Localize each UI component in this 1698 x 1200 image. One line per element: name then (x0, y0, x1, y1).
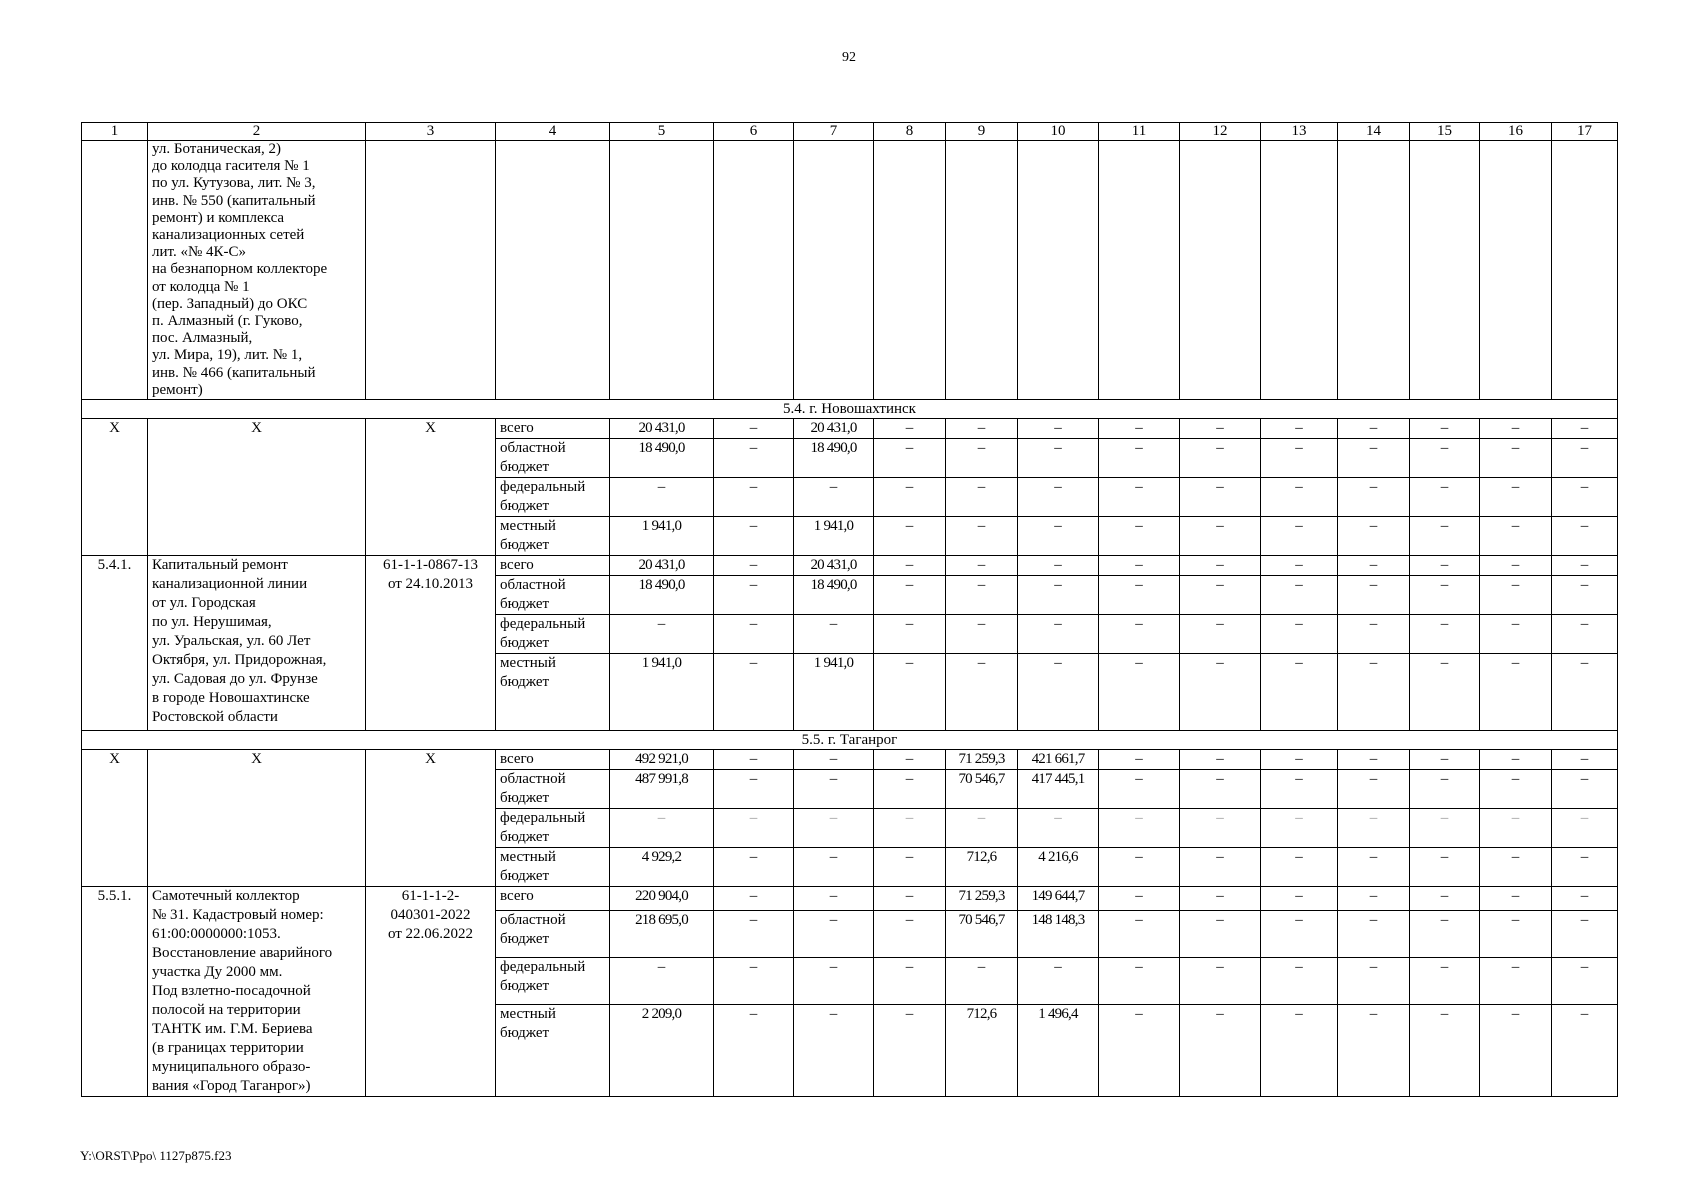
empty-value-dash: – (714, 556, 794, 576)
empty-value-dash: – (1180, 770, 1261, 809)
amount-value: 1 941,0 (794, 517, 874, 556)
empty-value-dash: – (1552, 654, 1618, 731)
cell-empty (794, 141, 874, 400)
empty-value-dash: – (1261, 556, 1338, 576)
column-number-header: 9 (946, 123, 1018, 141)
empty-value-dash: – (874, 517, 946, 556)
empty-value-dash: – (1099, 911, 1180, 958)
empty-value-dash: – (1552, 615, 1618, 654)
cell-empty (1018, 141, 1099, 400)
empty-value-dash: – (1099, 576, 1180, 615)
empty-value-dash: – (946, 556, 1018, 576)
empty-value-dash: – (1480, 517, 1552, 556)
amount-value: 487 991,8 (610, 770, 714, 809)
empty-value-dash: – (1552, 1004, 1618, 1096)
column-number-header: 4 (496, 123, 610, 141)
amount-value: 2 209,0 (610, 1004, 714, 1096)
empty-value-dash: – (946, 654, 1018, 731)
funding-source-label: местный бюджет (496, 1004, 610, 1096)
empty-value-dash: – (1099, 957, 1180, 1004)
amount-value: 149 644,7 (1018, 887, 1099, 911)
object-name: Капитальный ремонт канализационной линии от ул. Городская по ул. Нерушимая, ул. Уральская, ул. 60 Лет Октября, ул. Придорожная, ул. Садовая до ул. Фрунзе в городе Новошахтинске Ростовской области (148, 556, 366, 731)
empty-value-dash: – (1018, 478, 1099, 517)
funding-source-label: областной бюджет (496, 911, 610, 958)
column-number-header: 3 (366, 123, 496, 141)
section-title: 5.4. г. Новошахтинск (82, 400, 1618, 419)
empty-value-dash: – (1552, 887, 1618, 911)
project-document: 61-1-1-2- 040301-2022 от 22.06.2022 (366, 887, 496, 1097)
empty-value-dash: – (1099, 654, 1180, 731)
empty-value-dash: – (714, 887, 794, 911)
empty-value-dash: – (1552, 770, 1618, 809)
empty-value-dash: – (1552, 439, 1618, 478)
empty-value-dash: – (1552, 911, 1618, 958)
empty-value-dash: – (794, 1004, 874, 1096)
empty-value-dash: – (1410, 848, 1480, 887)
empty-value-dash: – (1261, 1004, 1338, 1096)
empty-value-dash: – (1338, 478, 1410, 517)
object-name-continued: ул. Ботаническая, 2) до колодца гасителя № 1 по ул. Кутузова, лит. № 3, инв. № 550 (капитальный ремонт) и комплекса канализационных сетей лит. «№ 4К-С» на безнапорном коллекторе от колодца № 1 (пер. Западный) до ОКС п. Алмазный (г. Гуково, пос. Алмазный, ул. Мира, 19), лит. № 1, инв. № 466 (капитальный ремонт) (148, 141, 366, 400)
empty-value-dash: – (610, 809, 714, 848)
empty-value-dash: – (1099, 517, 1180, 556)
empty-value-dash: – (1018, 809, 1099, 848)
funding-source-label: всего (496, 750, 610, 770)
funding-source-label: всего (496, 419, 610, 439)
empty-value-dash: – (1180, 556, 1261, 576)
cell-empty (714, 141, 794, 400)
amount-value: 218 695,0 (610, 911, 714, 958)
empty-value-dash: – (1410, 419, 1480, 439)
empty-value-dash: – (1480, 1004, 1552, 1096)
empty-value-dash: – (1261, 887, 1338, 911)
amount-value: 18 490,0 (610, 439, 714, 478)
empty-value-dash: – (1180, 911, 1261, 958)
empty-value-dash: – (1338, 770, 1410, 809)
empty-value-dash: – (874, 439, 946, 478)
empty-value-dash: – (946, 439, 1018, 478)
empty-value-dash: – (714, 615, 794, 654)
empty-value-dash: – (1338, 1004, 1410, 1096)
amount-value: 18 490,0 (794, 576, 874, 615)
amount-value: 148 148,3 (1018, 911, 1099, 958)
empty-value-dash: – (794, 770, 874, 809)
empty-value-dash: – (714, 957, 794, 1004)
empty-value-dash: – (714, 809, 794, 848)
empty-value-dash: – (1099, 750, 1180, 770)
funding-source-label: федеральный бюджет (496, 809, 610, 848)
empty-value-dash: – (794, 809, 874, 848)
empty-value-dash: – (714, 770, 794, 809)
amount-value: 421 661,7 (1018, 750, 1099, 770)
empty-value-dash: – (714, 517, 794, 556)
empty-value-dash: – (1480, 419, 1552, 439)
empty-value-dash: – (946, 576, 1018, 615)
project-document: Х (366, 750, 496, 887)
empty-value-dash: – (1552, 750, 1618, 770)
funding-source-label: всего (496, 887, 610, 911)
empty-value-dash: – (1180, 419, 1261, 439)
cell-empty (1480, 141, 1552, 400)
empty-value-dash: – (1552, 478, 1618, 517)
empty-value-dash: – (1261, 957, 1338, 1004)
amount-value: 71 259,3 (946, 750, 1018, 770)
cell-empty (1180, 141, 1261, 400)
empty-value-dash: – (1099, 478, 1180, 517)
column-number-header: 2 (148, 123, 366, 141)
empty-value-dash: – (1180, 1004, 1261, 1096)
empty-value-dash: – (1480, 576, 1552, 615)
section-title: 5.5. г. Таганрог (82, 731, 1618, 750)
section-heading-row (82, 731, 1618, 750)
amount-value: 4 929,2 (610, 848, 714, 887)
empty-value-dash: – (1261, 576, 1338, 615)
empty-value-dash: – (794, 750, 874, 770)
empty-value-dash: – (874, 848, 946, 887)
empty-value-dash: – (1261, 848, 1338, 887)
amount-value: 1 941,0 (610, 654, 714, 731)
empty-value-dash: – (1099, 419, 1180, 439)
row-number: 5.4.1. (82, 556, 148, 731)
empty-value-dash: – (874, 1004, 946, 1096)
empty-value-dash: – (1180, 848, 1261, 887)
amount-value: 712,6 (946, 1004, 1018, 1096)
empty-value-dash: – (610, 478, 714, 517)
empty-value-dash: – (874, 750, 946, 770)
empty-value-dash: – (1410, 887, 1480, 911)
empty-value-dash: – (1338, 750, 1410, 770)
empty-value-dash: – (1180, 750, 1261, 770)
empty-value-dash: – (1480, 439, 1552, 478)
empty-value-dash: – (1410, 750, 1480, 770)
empty-value-dash: – (1099, 556, 1180, 576)
empty-value-dash: – (1180, 887, 1261, 911)
empty-value-dash: – (1099, 887, 1180, 911)
amount-value: 712,6 (946, 848, 1018, 887)
funding-source-label: областной бюджет (496, 576, 610, 615)
empty-value-dash: – (1338, 576, 1410, 615)
amount-value: 20 431,0 (610, 419, 714, 439)
funding-source-label: областной бюджет (496, 439, 610, 478)
funding-source-label: федеральный бюджет (496, 615, 610, 654)
empty-value-dash: – (794, 957, 874, 1004)
empty-value-dash: – (874, 770, 946, 809)
empty-value-dash: – (1261, 615, 1338, 654)
empty-value-dash: – (1480, 887, 1552, 911)
section-heading-row (82, 400, 1618, 419)
empty-value-dash: – (610, 615, 714, 654)
empty-value-dash: – (1480, 957, 1552, 1004)
footer-file-path: Y:\ORST\Ppo\ 1127p875.f23 (80, 1148, 232, 1163)
item-funding-row (82, 887, 1618, 911)
amount-value: 20 431,0 (610, 556, 714, 576)
empty-value-dash: – (1338, 887, 1410, 911)
empty-value-dash: – (1261, 654, 1338, 731)
empty-value-dash: – (1099, 615, 1180, 654)
empty-value-dash: – (1338, 654, 1410, 731)
empty-value-dash: – (1018, 615, 1099, 654)
empty-value-dash: – (1338, 556, 1410, 576)
empty-value-dash: – (946, 615, 1018, 654)
empty-value-dash: – (1552, 576, 1618, 615)
empty-value-dash: – (794, 848, 874, 887)
empty-value-dash: – (1480, 809, 1552, 848)
cell-empty (874, 141, 946, 400)
empty-value-dash: – (1338, 419, 1410, 439)
cell-empty (1410, 141, 1480, 400)
empty-value-dash: – (1338, 911, 1410, 958)
empty-value-dash: – (1099, 848, 1180, 887)
empty-value-dash: – (874, 887, 946, 911)
empty-value-dash: – (1180, 654, 1261, 731)
cell-empty (610, 141, 714, 400)
amount-value: 4 216,6 (1018, 848, 1099, 887)
empty-value-dash: – (1410, 615, 1480, 654)
funding-source-label: федеральный бюджет (496, 478, 610, 517)
empty-value-dash: – (1410, 911, 1480, 958)
empty-value-dash: – (794, 887, 874, 911)
empty-value-dash: – (1099, 809, 1180, 848)
amount-value: 417 445,1 (1018, 770, 1099, 809)
empty-value-dash: – (1018, 517, 1099, 556)
empty-value-dash: – (1480, 615, 1552, 654)
empty-value-dash: – (714, 654, 794, 731)
empty-value-dash: – (1480, 770, 1552, 809)
empty-value-dash: – (1261, 439, 1338, 478)
empty-value-dash: – (1338, 439, 1410, 478)
empty-value-dash: – (1480, 556, 1552, 576)
empty-value-dash: – (714, 439, 794, 478)
empty-value-dash: – (1410, 556, 1480, 576)
row-number: Х (82, 419, 148, 556)
empty-value-dash: – (1018, 556, 1099, 576)
project-document: 61-1-1-0867-13 от 24.10.2013 (366, 556, 496, 731)
amount-value: 18 490,0 (794, 439, 874, 478)
row-number: 5.5.1. (82, 887, 148, 1097)
column-number-header: 11 (1099, 123, 1180, 141)
empty-value-dash: – (1180, 517, 1261, 556)
empty-value-dash: – (1180, 478, 1261, 517)
funding-source-label: местный бюджет (496, 654, 610, 731)
empty-value-dash: – (1552, 556, 1618, 576)
funding-source-label: федеральный бюджет (496, 957, 610, 1004)
column-number-header: 14 (1338, 123, 1410, 141)
empty-value-dash: – (1018, 576, 1099, 615)
amount-value: 220 904,0 (610, 887, 714, 911)
empty-value-dash: – (1018, 654, 1099, 731)
funding-source-label: всего (496, 556, 610, 576)
empty-value-dash: – (1410, 517, 1480, 556)
empty-value-dash: – (1180, 439, 1261, 478)
empty-value-dash: – (1552, 957, 1618, 1004)
object-name: Х (148, 750, 366, 887)
empty-value-dash: – (1410, 576, 1480, 615)
column-number-header: 13 (1261, 123, 1338, 141)
empty-value-dash: – (1180, 615, 1261, 654)
empty-value-dash: – (1261, 419, 1338, 439)
empty-value-dash: – (874, 654, 946, 731)
empty-value-dash: – (1410, 654, 1480, 731)
amount-value: 70 546,7 (946, 770, 1018, 809)
empty-value-dash: – (1261, 478, 1338, 517)
empty-value-dash: – (874, 911, 946, 958)
cell-empty (1338, 141, 1410, 400)
empty-value-dash: – (1261, 809, 1338, 848)
empty-value-dash: – (1338, 615, 1410, 654)
empty-value-dash: – (1410, 809, 1480, 848)
empty-value-dash: – (610, 957, 714, 1004)
amount-value: 1 941,0 (794, 654, 874, 731)
cell-empty (1261, 141, 1338, 400)
empty-value-dash: – (946, 478, 1018, 517)
empty-value-dash: – (1261, 517, 1338, 556)
empty-value-dash: – (946, 957, 1018, 1004)
project-document: Х (366, 419, 496, 556)
cell-empty (946, 141, 1018, 400)
funding-source-label: областной бюджет (496, 770, 610, 809)
empty-value-dash: – (794, 911, 874, 958)
empty-value-dash: – (874, 809, 946, 848)
column-number-header: 1 (82, 123, 148, 141)
column-number-header: 17 (1552, 123, 1618, 141)
funding-source-label: местный бюджет (496, 848, 610, 887)
empty-value-dash: – (714, 1004, 794, 1096)
empty-value-dash: – (1480, 750, 1552, 770)
column-number-header: 12 (1180, 123, 1261, 141)
empty-value-dash: – (1261, 770, 1338, 809)
column-number-header: 15 (1410, 123, 1480, 141)
budget-table (81, 122, 1618, 1097)
empty-value-dash: – (874, 957, 946, 1004)
empty-value-dash: – (1018, 439, 1099, 478)
total-funding-row (82, 419, 1618, 439)
empty-value-dash: – (1180, 809, 1261, 848)
empty-value-dash: – (1099, 439, 1180, 478)
empty-value-dash: – (714, 750, 794, 770)
empty-value-dash: – (1338, 809, 1410, 848)
empty-value-dash: – (1552, 517, 1618, 556)
continuation-row (82, 141, 1618, 400)
empty-value-dash: – (1410, 478, 1480, 517)
page-number: 92 (842, 50, 856, 65)
empty-value-dash: – (1099, 770, 1180, 809)
empty-value-dash: – (1261, 911, 1338, 958)
cell-empty (1099, 141, 1180, 400)
empty-value-dash: – (714, 848, 794, 887)
column-number-header: 16 (1480, 123, 1552, 141)
object-name: Самотечный коллектор № 31. Кадастровый номер: 61:00:0000000:1053. Восстановление аварийного участка Ду 2000 мм. Под взлетно-посадочной полосой на территории ТАНТК им. Г.М. Бериева (в границах территории муниципального образо- вания «Город Таганрог») (148, 887, 366, 1097)
empty-value-dash: – (1180, 576, 1261, 615)
empty-value-dash: – (714, 911, 794, 958)
empty-value-dash: – (1480, 848, 1552, 887)
amount-value: 1 941,0 (610, 517, 714, 556)
empty-value-dash: – (1180, 957, 1261, 1004)
total-funding-row (82, 750, 1618, 770)
empty-value-dash: – (874, 556, 946, 576)
empty-value-dash: – (874, 615, 946, 654)
cell-empty (366, 141, 496, 400)
column-number-header: 5 (610, 123, 714, 141)
amount-value: 18 490,0 (610, 576, 714, 615)
cell-empty (82, 141, 148, 400)
empty-value-dash: – (946, 419, 1018, 439)
empty-value-dash: – (1099, 1004, 1180, 1096)
empty-value-dash: – (1261, 750, 1338, 770)
amount-value: 20 431,0 (794, 556, 874, 576)
empty-value-dash: – (1480, 478, 1552, 517)
empty-value-dash: – (946, 809, 1018, 848)
empty-value-dash: – (1410, 957, 1480, 1004)
empty-value-dash: – (1552, 809, 1618, 848)
amount-value: 70 546,7 (946, 911, 1018, 958)
empty-value-dash: – (1018, 419, 1099, 439)
amount-value: 71 259,3 (946, 887, 1018, 911)
empty-value-dash: – (1338, 957, 1410, 1004)
column-number-header: 10 (1018, 123, 1099, 141)
empty-value-dash: – (874, 576, 946, 615)
header-row (82, 123, 1618, 141)
empty-value-dash: – (1338, 848, 1410, 887)
column-number-header: 7 (794, 123, 874, 141)
empty-value-dash: – (946, 517, 1018, 556)
empty-value-dash: – (1410, 439, 1480, 478)
amount-value: 1 496,4 (1018, 1004, 1099, 1096)
row-number: Х (82, 750, 148, 887)
empty-value-dash: – (1480, 654, 1552, 731)
object-name: Х (148, 419, 366, 556)
column-number-header: 8 (874, 123, 946, 141)
empty-value-dash: – (874, 478, 946, 517)
cell-empty (1552, 141, 1618, 400)
empty-value-dash: – (1410, 770, 1480, 809)
empty-value-dash: – (1552, 848, 1618, 887)
item-funding-row (82, 556, 1618, 576)
empty-value-dash: – (714, 419, 794, 439)
cell-empty (496, 141, 610, 400)
amount-value: 20 431,0 (794, 419, 874, 439)
empty-value-dash: – (714, 478, 794, 517)
empty-value-dash: – (794, 615, 874, 654)
column-number-header: 6 (714, 123, 794, 141)
empty-value-dash: – (794, 478, 874, 517)
empty-value-dash: – (714, 576, 794, 615)
funding-source-label: местный бюджет (496, 517, 610, 556)
amount-value: 492 921,0 (610, 750, 714, 770)
empty-value-dash: – (1338, 517, 1410, 556)
empty-value-dash: – (1410, 1004, 1480, 1096)
empty-value-dash: – (1018, 957, 1099, 1004)
empty-value-dash: – (874, 419, 946, 439)
empty-value-dash: – (1552, 419, 1618, 439)
empty-value-dash: – (1480, 911, 1552, 958)
